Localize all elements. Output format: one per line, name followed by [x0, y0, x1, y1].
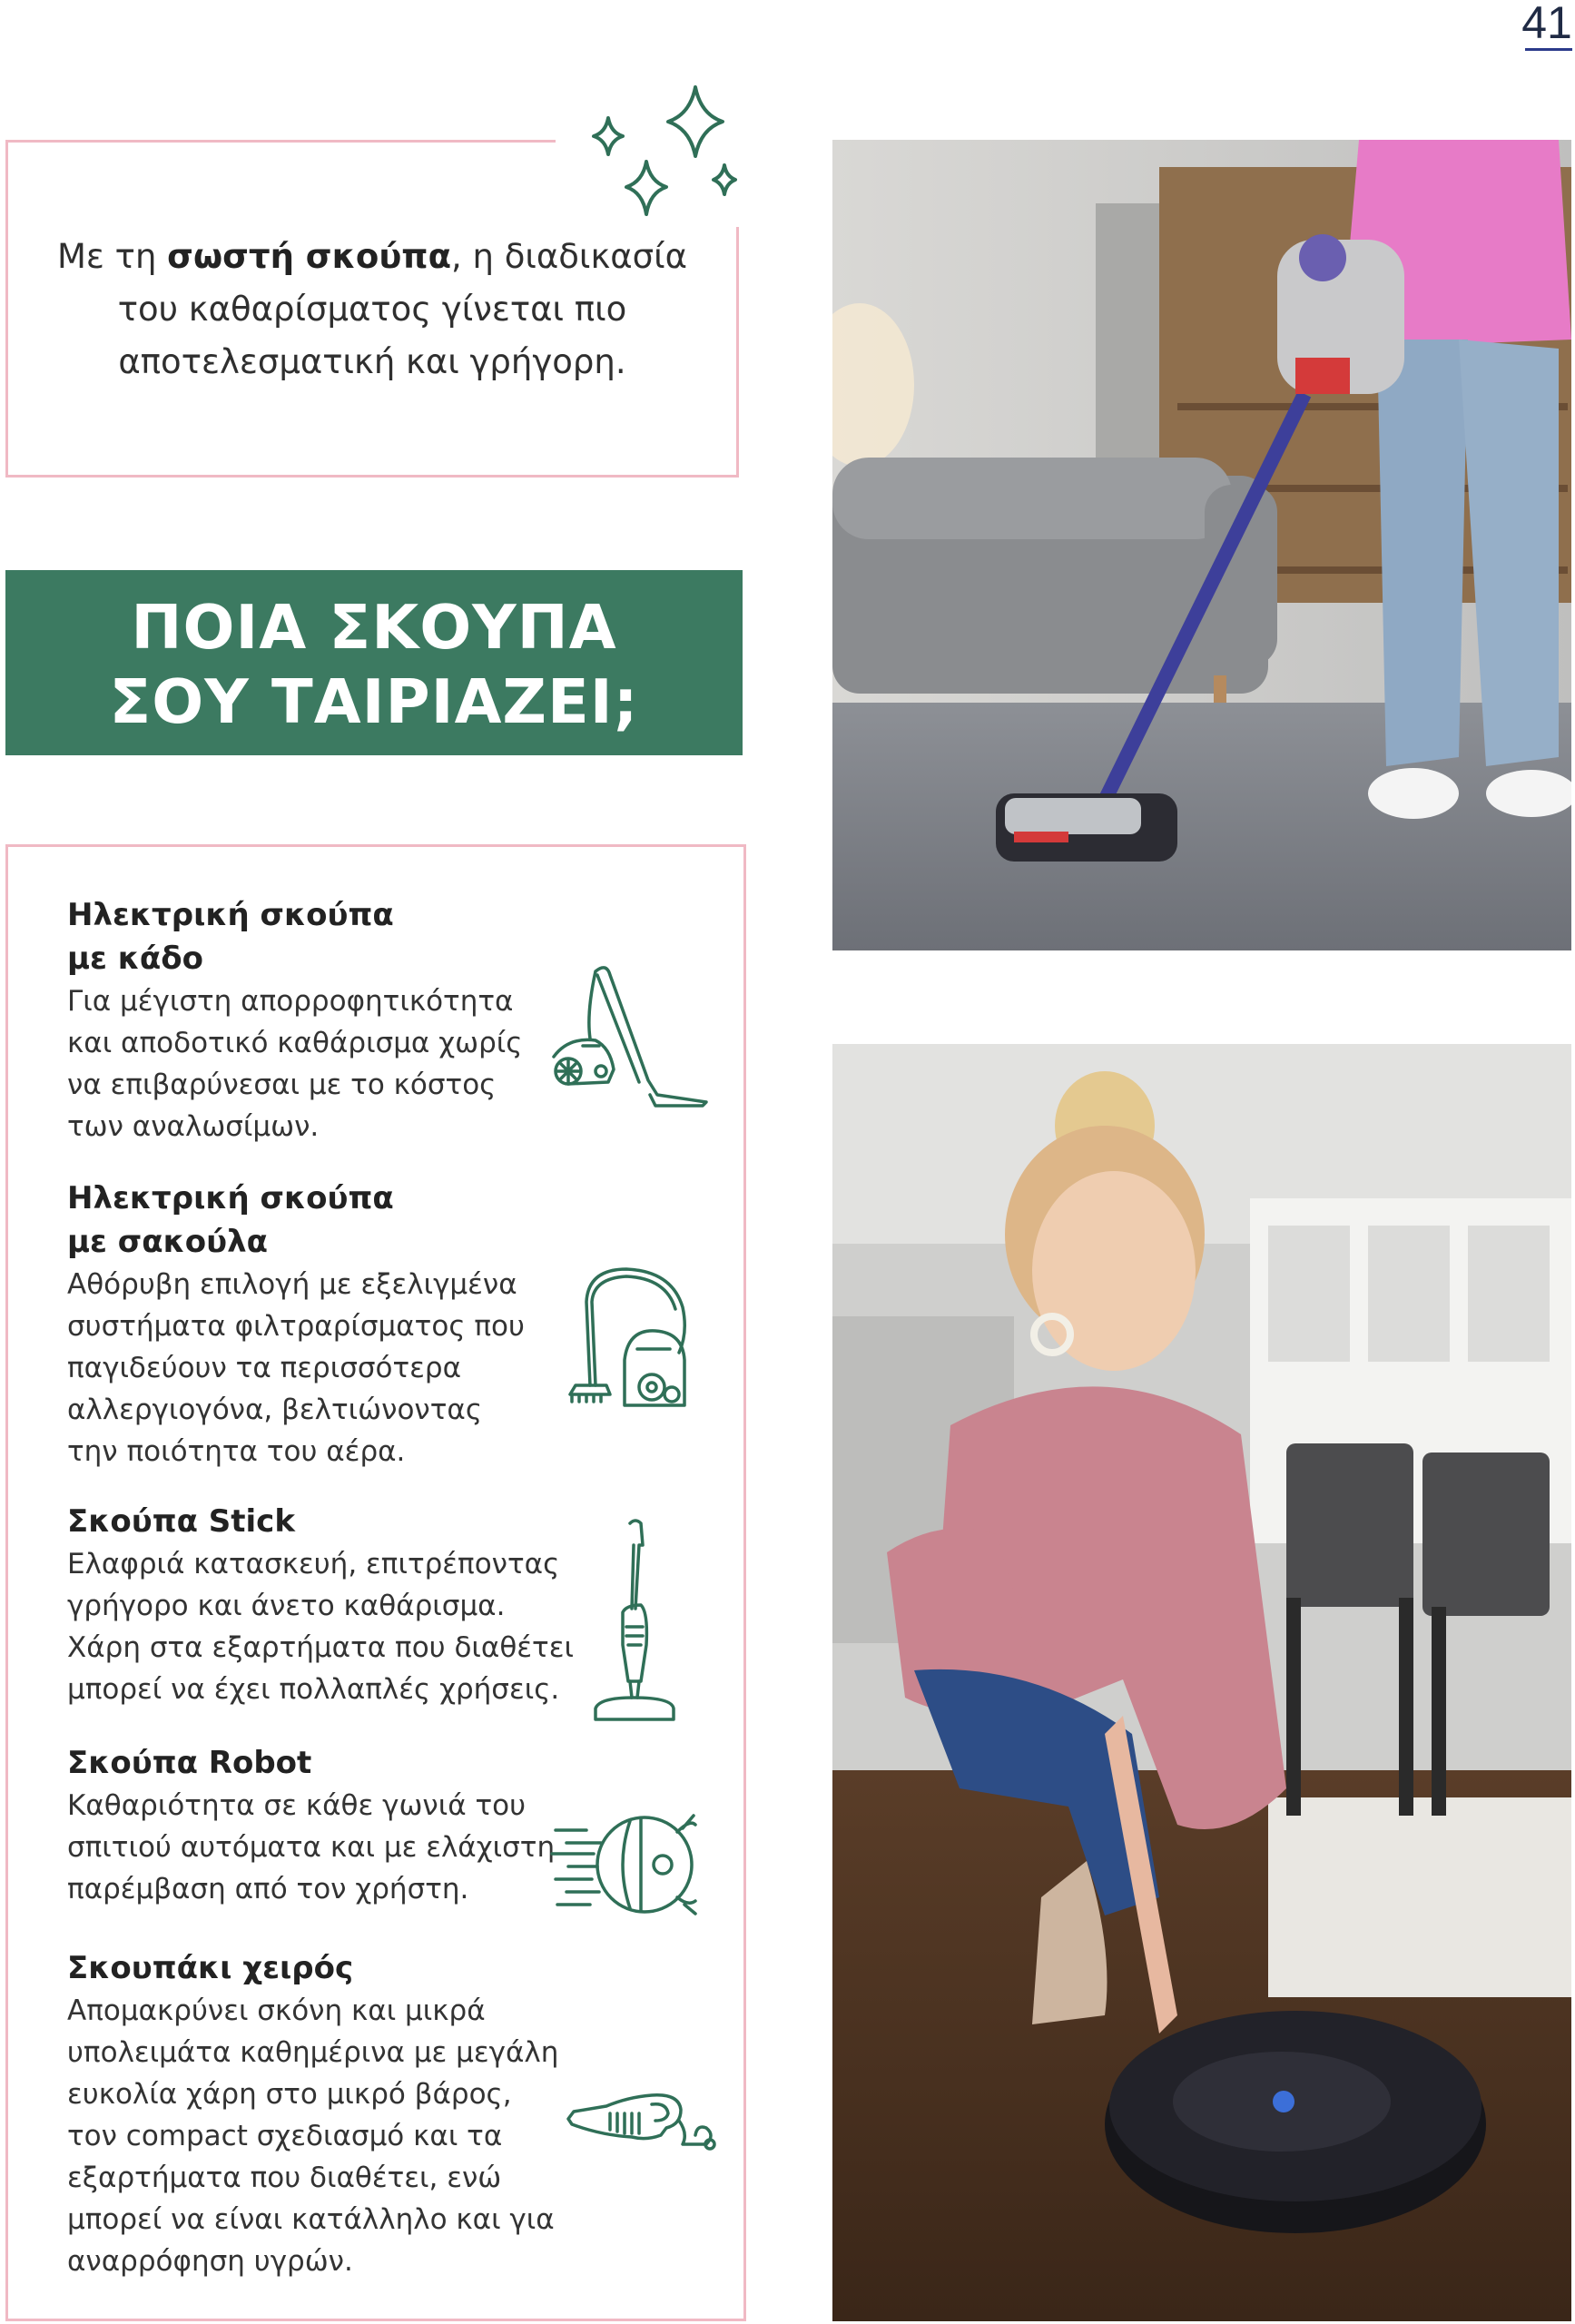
intro-line2: του καθαρίσματος γίνεται πιο	[117, 290, 627, 329]
robot-vacuum-icon	[550, 1807, 704, 1925]
item-title: Σκούπα Robot	[67, 1745, 312, 1781]
banner-line-2: ΣΟΥ ΤΑΙΡΙΑΖΕΙ;	[109, 666, 639, 737]
bag-vacuum-icon	[565, 1265, 701, 1411]
list-item-canister	[67, 893, 576, 1147]
list-item-handheld	[67, 1946, 576, 2282]
intro-text	[54, 231, 690, 389]
list-item-stick	[67, 1500, 576, 1710]
section-banner	[5, 570, 743, 755]
list-item-robot	[67, 1741, 576, 1910]
page-number-underline	[1525, 48, 1572, 51]
stick-vacuum-photo	[832, 140, 1571, 950]
handheld-vacuum-icon	[565, 2088, 719, 2161]
item-description: Ελαφριά κατασκευή, επιτρέποντας γρήγορο και άνετο καθάρισμα. Χάρη στα εξαρτήματα που διαθέτει μπορεί να έχει πολλαπλές χρήσεις.	[67, 1548, 574, 1706]
intro-part1: Με τη	[57, 237, 168, 276]
item-title: Σκούπα Stick	[67, 1503, 295, 1540]
intro-part2: , η διαδικασία	[451, 237, 687, 276]
item-description: Καθαριότητα σε κάθε γωνιά του σπιτιού αυτόματα και με ελάχιστη παρέμβαση από τον χρήστη.	[67, 1789, 556, 1905]
item-title: Ηλεκτρική σκούπα με κάδο	[67, 897, 394, 977]
canister-vacuum-icon	[550, 962, 714, 1117]
item-title: Σκουπάκι χειρός	[67, 1950, 354, 1986]
list-item-bag	[67, 1177, 576, 1472]
item-description: Απομακρύνει σκόνη και μικρά υπολειμάτα καθημέρινα με μεγάλη ευκολία χάρη στο μικρό βάρος, τον compact σχεδιασμό και τα εξαρτήματα που διαθέτει, ενώ μπορεί να είναι κατάλληλο και για αναρρόφηση υγρών.	[67, 1994, 559, 2278]
sparkle-icon	[577, 80, 750, 234]
item-title: Ηλεκτρική σκούπα με σακούλα	[67, 1180, 394, 1260]
item-description: Για μέγιστη απορροφητικότητα και αποδοτικό καθάρισμα χωρίς να επιβαρύνεσαι με το κόστος των αναλωσίμων.	[67, 985, 523, 1143]
intro-line3: αποτελεσματική και γρήγορη.	[118, 342, 626, 381]
intro-bold: σωστή σκούπα	[167, 237, 451, 276]
banner-line-1: ΠΟΙΑ ΣΚΟΥΠΑ	[131, 592, 617, 663]
page-number: 41	[1521, 0, 1572, 48]
item-description: Αθόρυβη επιλογή με εξελιγμένα συστήματα φιλτραρίσματος που παγιδεύουν τα περισσότερα αλλεργιογόνα, βελτιώνοντας την ποιότητα του αέρα.	[67, 1268, 525, 1468]
stick-vacuum-icon	[590, 1518, 681, 1727]
robot-vacuum-photo	[832, 1044, 1571, 2321]
